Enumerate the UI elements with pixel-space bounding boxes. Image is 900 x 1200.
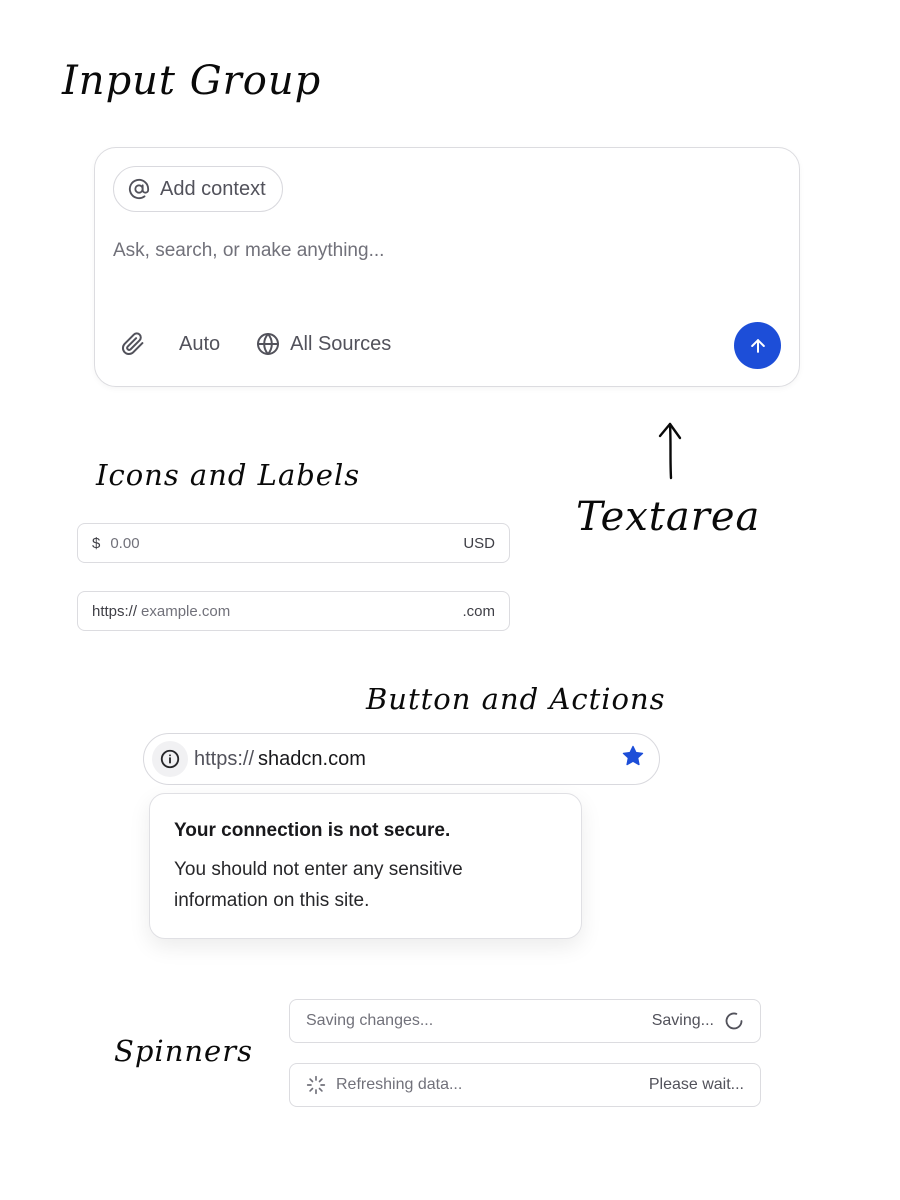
price-field: [77, 523, 510, 563]
sources-label: All Sources: [290, 332, 392, 355]
attach-button[interactable]: [121, 332, 145, 356]
send-button[interactable]: [734, 322, 781, 369]
composer-textarea[interactable]: [113, 240, 773, 284]
url-prefix: https://: [92, 602, 138, 620]
arrow-up-icon: [748, 336, 768, 356]
composer-card: [94, 147, 800, 387]
url-protocol: https://: [194, 747, 255, 770]
refreshing-input[interactable]: [336, 1076, 649, 1094]
currency-suffix: USD: [463, 534, 495, 552]
heading-icons-and-labels: Icons and Labels: [96, 458, 361, 492]
add-context-label: Add context: [160, 177, 266, 200]
currency-prefix: $: [92, 534, 101, 552]
arrow-up-annotation-icon: [652, 420, 688, 480]
paperclip-icon: [121, 332, 145, 356]
star-icon: [621, 744, 645, 768]
url-host[interactable]: shadcn.com: [258, 747, 366, 770]
price-input[interactable]: [110, 535, 455, 552]
url-input[interactable]: [141, 603, 454, 620]
site-info-button[interactable]: [152, 741, 188, 777]
spinner-rays-icon: [306, 1075, 326, 1095]
refreshing-field: [289, 1063, 761, 1107]
refreshing-status: Please wait...: [648, 1076, 744, 1093]
url-suffix: .com: [462, 602, 495, 620]
composer-toolbar: [121, 332, 391, 356]
url-field: [77, 591, 510, 631]
saving-field: [289, 999, 761, 1043]
mode-label: Auto: [179, 332, 221, 355]
popover-title: Your connection is not secure.: [174, 820, 451, 841]
saving-input[interactable]: [306, 1012, 652, 1030]
security-popover: [149, 793, 582, 939]
browser-url-bar: [143, 733, 660, 785]
all-sources-button[interactable]: [256, 332, 391, 356]
add-context-button[interactable]: [113, 166, 283, 212]
spinner-ring-icon: [724, 1011, 744, 1031]
heading-input-group: Input Group: [62, 58, 322, 104]
heading-spinners: Spinners: [114, 1034, 253, 1068]
info-icon: [159, 748, 181, 770]
popover-body: You should not enter any sensitive information on this site.: [174, 859, 463, 911]
saving-status: Saving...: [651, 1012, 714, 1029]
mode-auto-button[interactable]: [179, 333, 220, 356]
heading-textarea: Textarea: [576, 494, 761, 540]
at-icon: [128, 178, 150, 200]
bookmark-button[interactable]: [621, 744, 645, 774]
globe-icon: [256, 332, 280, 356]
heading-button-and-actions: Button and Actions: [366, 682, 666, 716]
